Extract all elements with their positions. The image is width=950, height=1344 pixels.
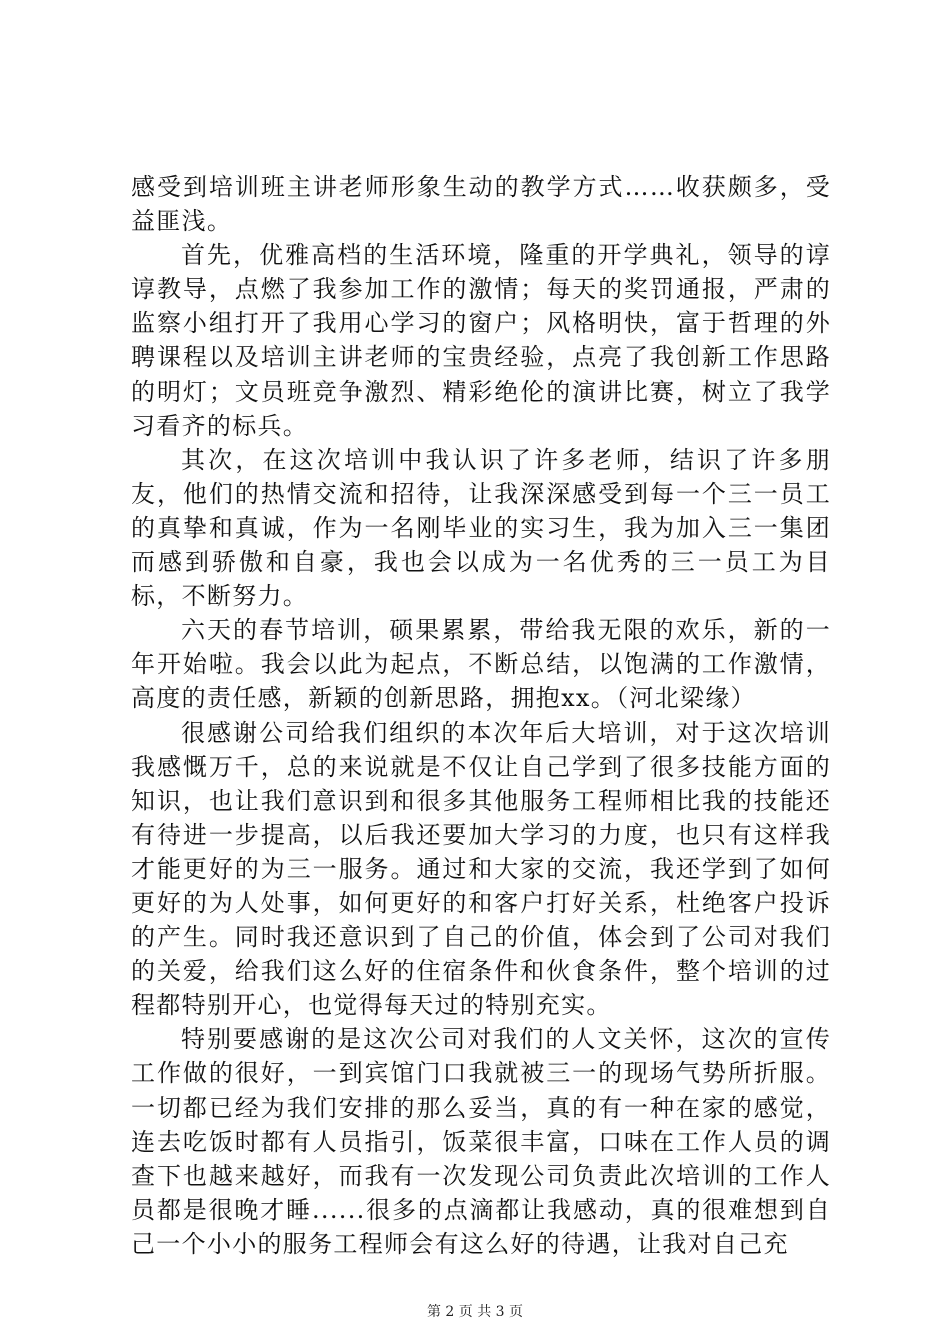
document-body [131,170,831,1261]
paragraph: 其次，在这次培训中我认识了许多老师，结识了许多朋友，他们的热情交流和招待，让我深深感受到每一个三一员工的真挚和真诚，作为一名刚毕业的实习生，我为加入三一集团而感到骄傲和自豪，我也会以成为一名优秀的三一员工为目标，不断努力。 [131,445,831,611]
paragraph: 感受到培训班主讲老师形象生动的教学方式……收获颇多，受益匪浅。 [131,173,831,236]
paragraph: 特别要感谢的是这次公司对我们的人文关怀，这次的宣传工作做的很好，一到宾馆门口我就被三一的现场气势所折服。一切都已经为我们安排的那么妥当，真的有一种在家的感觉，连去吃饭时都有人员指引，饭菜很丰富，口味在工作人员的调查下也越来越好，而我有一次发现公司负责此次培训的工作人员都是很晚才睡......很多的点滴都让我感动，真的很难想到自己一个小小的服务工程师会有这么好的待遇，让我对自己充 [131,1025,831,1258]
paragraph: 首先，优雅高档的生活环境，隆重的开学典礼，领导的谆谆教导，点燃了我参加工作的激情；每天的奖罚通报，严肃的监察小组打开了我用心学习的窗户；风格明快，富于哲理的外聘课程以及培训主讲老师的宝贵经验，点亮了我创新工作思路的明灯；文员班竞争激烈、精彩绝伦的演讲比赛，树立了我学习看齐的标兵。 [131,241,831,440]
page-number-footer: 第 2 页 共 3 页 [426,1304,524,1320]
paragraph: 很感谢公司给我们组织的本次年后大培训，对于这次培训我感慨万千，总的来说就是不仅让自己学到了很多技能方面的知识，也让我们意识到和很多其他服务工程师相比我的技能还有待进一步提高，以后我还要加大学习的力度，也只有这样我才能更好的为三一服务。通过和大家的交流，我还学到了如何更好的为人处事，如何更好的和客户打好关系，杜绝客户投诉的产生。同时我还意识到了自己的价值，体会到了公司对我们的关爱，给我们这么好的住宿条件和伙食条件，整个培训的过程都特别开心，也觉得每天过的特别充实。 [131,718,831,1020]
paragraph: 六天的春节培训，硕果累累，带给我无限的欢乐，新的一年开始啦。我会以此为起点，不断总结，以饱满的工作激情，高度的责任感，新颖的创新思路，拥抱xx。（河北梁缘） [131,616,831,713]
